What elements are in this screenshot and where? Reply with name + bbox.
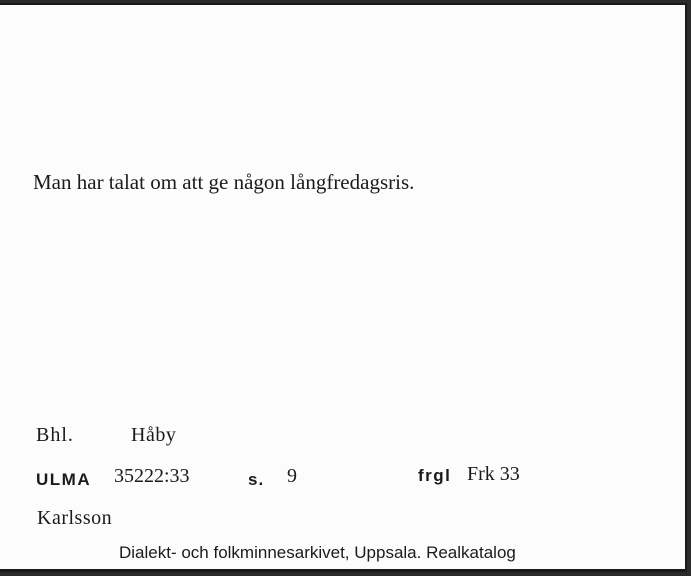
archive-footer: Dialekt- och folkminnesarkivet, Uppsala. Realkatalog: [119, 543, 516, 562]
card-body-text: Man har talat om att ge någon långfredagsris.: [33, 170, 415, 194]
page-label: s.: [248, 470, 265, 489]
archive-card: [0, 3, 687, 572]
frgl-value: Frk 33: [467, 463, 520, 485]
place-code: Bhl.: [36, 424, 74, 446]
ulma-number: 35222:33: [114, 465, 190, 487]
ulma-label: ULMA: [36, 470, 92, 489]
recorder-name: Karlsson: [37, 507, 113, 529]
page-number: 9: [287, 465, 297, 487]
frgl-label: frgl: [418, 466, 452, 485]
place-name: Håby: [131, 424, 177, 446]
